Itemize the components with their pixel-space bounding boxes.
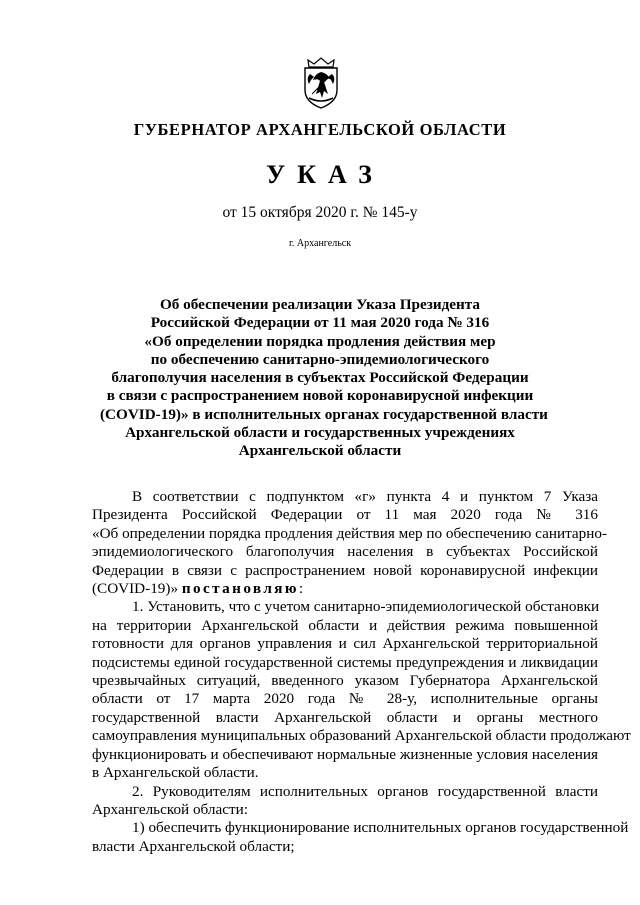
body-line: эпидемиологического благополучия населения в субъектах Российской [92, 543, 598, 561]
body-line-last [92, 580, 598, 598]
title-line: благополучия населения в субъектах Российской Федерации [111, 369, 529, 387]
title-line: Российской Федерации от 11 мая 2020 года № 316 [150, 314, 490, 332]
body-line: 1. Установить, что с учетом санитарно-эпидемиологической обстановки [132, 598, 600, 616]
paragraph-2 [92, 783, 598, 820]
body-line-last: в Архангельской области. [92, 764, 259, 782]
preamble-paragraph [92, 488, 608, 598]
body-line: «Об определении порядка продления действия мер по обеспечению санитарно- [92, 524, 608, 542]
document-type: УКАЗ [266, 160, 384, 189]
title-line: «Об определении порядка продления действия мер [144, 332, 496, 350]
title-line: в связи с распространением новой коронавирусной инфекции [106, 387, 534, 405]
body-line: 1) обеспечить функционирование исполнительных органов государственной [132, 819, 629, 837]
paragraph-3 [92, 819, 629, 856]
title-line: Архангельской области [238, 442, 402, 460]
decree-colon: : [298, 580, 304, 598]
preamble-ending: (COVID-19)» [92, 580, 179, 598]
decree-city: г. Архангельск [288, 238, 352, 249]
title-line: (COVID-19)» в исполнительных органах государственной власти [100, 405, 548, 423]
body-line: 2. Руководителям исполнительных органов государственной власти [132, 782, 598, 800]
body-line: функционировать и обеспечивают нормальные жизненные условия населения [92, 745, 598, 763]
title-line: Об обеспечении реализации Указа Президента [159, 296, 481, 313]
body-line-last: Архангельской области: [92, 800, 248, 818]
body-line-last: власти Архангельской области; [92, 837, 295, 855]
decree-body [92, 488, 631, 856]
body-line: подсистемы единой государственной системы предупреждения и ликвидации [92, 653, 598, 671]
body-line: на территории Архангельской области и действия режима повышенной [92, 616, 598, 634]
body-line: государственной власти Архангельской области и органы местного [92, 708, 598, 726]
body-line: чрезвычайных ситуаций, введенного указом Губернатора Архангельской [92, 672, 598, 690]
body-line: самоуправления муниципальных образований Архангельской области продолжают [92, 727, 631, 745]
title-line: Архангельской области и государственных учреждениях [125, 424, 515, 442]
decree-title [100, 296, 548, 461]
body-line: Президента Российской Федерации от 11 мая 2020 года № 316 [92, 506, 598, 524]
coat-of-arms-icon [300, 54, 342, 110]
body-line: готовности для органов управления и сил Архангельской территориальной [92, 635, 598, 653]
body-line: области от 17 марта 2020 года № 28-у, исполнительные органы [92, 690, 598, 708]
body-line: В соответствии с подпунктом «г» пункта 4 и пунктом 7 Указа [132, 488, 598, 505]
title-line: по обеспечению санитарно-эпидемиологического [150, 350, 490, 368]
decree-date-number: от 15 октября 2020 г. № 145-у [222, 204, 418, 221]
body-line: Федерации в связи с распространением новой коронавирусной инфекции [92, 561, 598, 579]
paragraph-1 [92, 598, 631, 782]
decree-word: постановляю [181, 580, 299, 598]
issuing-authority: ГУБЕРНАТОР АРХАНГЕЛЬСКОЙ ОБЛАСТИ [133, 120, 507, 139]
